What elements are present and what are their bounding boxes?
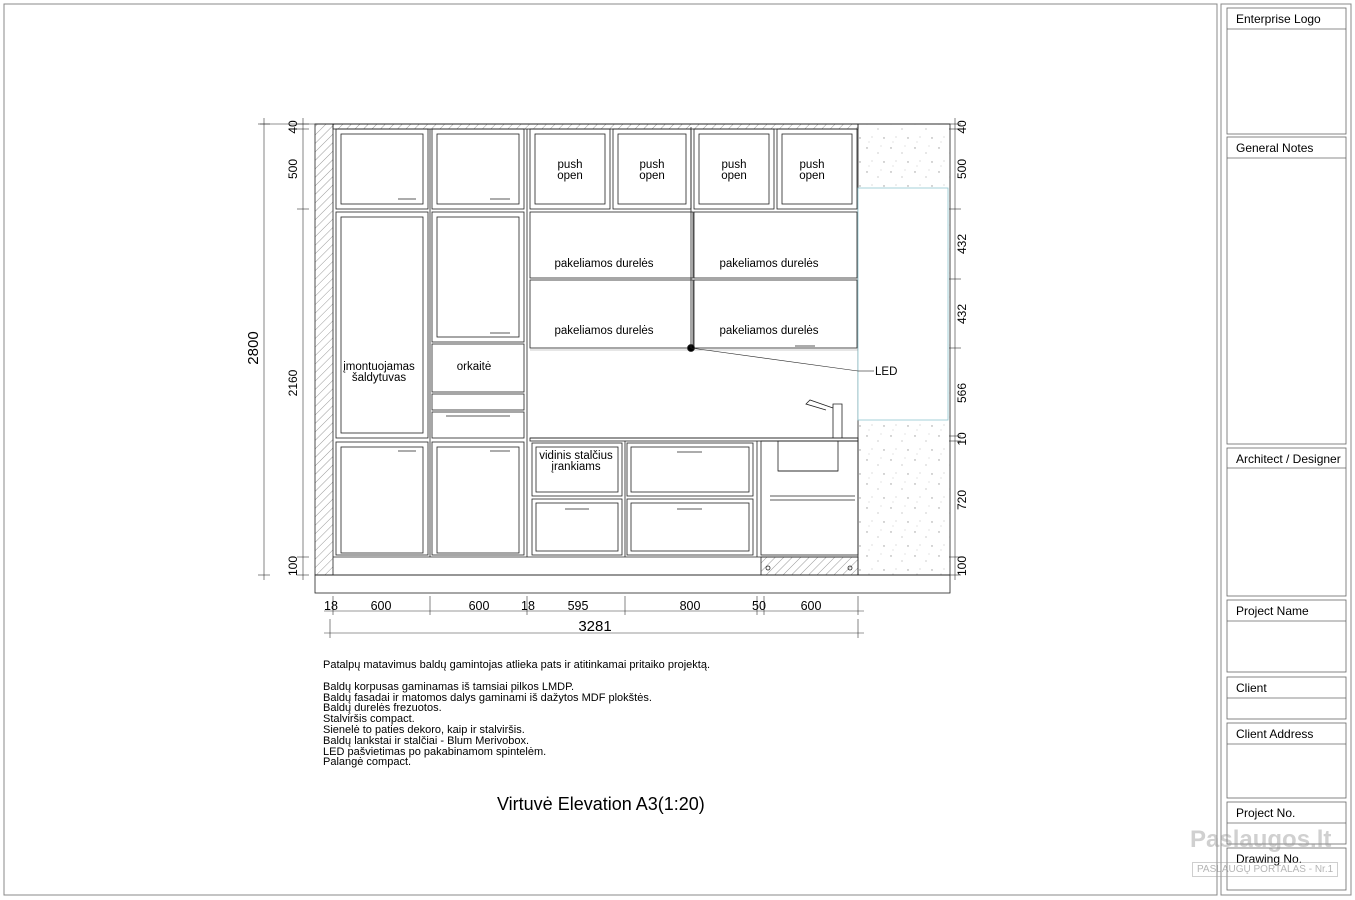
push-open-label-4: push open: [799, 159, 825, 182]
fridge-label-2: šaldytuvas: [351, 372, 407, 384]
oven-label: orkaitė: [456, 361, 492, 373]
watermark-tagline: PASLAUGŲ PORTALAS - Nr.1: [1192, 862, 1338, 877]
dim-left-upper: 500: [286, 158, 300, 180]
push-open-label-2: push open: [639, 159, 665, 182]
dim-right-4: 566: [955, 382, 969, 404]
dim-width-1: 600: [370, 599, 392, 613]
dim-width-3: 18: [521, 599, 535, 613]
dim-right-1: 500: [955, 158, 969, 180]
dim-overall-height: 2800: [245, 331, 262, 365]
note-hinges: Baldų lankstai ir stalčiai - Blum Merivobox.: [323, 734, 530, 747]
lift-door-label-4: pakeliamos durelės: [719, 325, 819, 337]
note-doors: Baldų durelės frezuotos.: [323, 702, 442, 715]
lift-door-label-2: pakeliamos durelės: [719, 258, 819, 270]
client-label: Client: [1236, 681, 1267, 695]
note-sill: Palangė compact.: [323, 756, 412, 769]
dim-width-0: 18: [324, 599, 338, 613]
led-label: LED: [875, 366, 898, 378]
dim-width-2: 600: [468, 599, 490, 613]
dim-right-6: 720: [955, 489, 969, 511]
drawer-label-1: vidinis stalčius: [539, 450, 613, 462]
dim-total-width: 3281: [578, 618, 612, 635]
dim-right-2: 432: [955, 233, 969, 255]
dim-width-4: 595: [567, 599, 589, 613]
dim-right-0: 40: [955, 120, 969, 134]
push-open-label-3: push open: [721, 159, 747, 182]
enterprise-logo-label: Enterprise Logo: [1236, 12, 1321, 26]
fridge-label-1: įmontuojamas: [343, 361, 415, 373]
dim-left-plinth: 100: [286, 555, 300, 577]
dim-width-5: 800: [679, 599, 701, 613]
watermark-brand: Paslaugos.lt: [1190, 826, 1332, 853]
push-open-label-1: push open: [557, 159, 583, 182]
dim-right-3: 432: [955, 303, 969, 325]
dim-right-7: 100: [955, 555, 969, 577]
note-wall: Sienelė to paties dekoro, kaip ir stalviršis.: [323, 723, 525, 736]
note-facade: Baldų fasadai ir matomos dalys gaminami iš dažytos MDF plokštės.: [323, 691, 652, 704]
dim-left-top: 40: [286, 120, 300, 134]
architect-label: Architect / Designer: [1236, 452, 1341, 466]
drawing-caption: Virtuvė Elevation A3(1:20): [497, 794, 705, 814]
note-worktop: Stalviršis compact.: [323, 713, 415, 726]
note-measure: Patalpų matavimus baldų gamintojas atlieka pats ir atitinkamai pritaiko projektą.: [323, 659, 711, 671]
dim-width-7: 600: [800, 599, 822, 613]
note-body: Baldų korpusas gaminamas iš tamsiai pilkos LMDP.: [323, 680, 575, 693]
note-led: LED pašvietimas po pakabinamom spintelėm.: [323, 745, 547, 758]
lift-door-label-3: pakeliamos durelės: [554, 325, 654, 337]
client-address-label: Client Address: [1236, 727, 1314, 741]
lift-door-label-1: pakeliamos durelės: [554, 258, 654, 270]
drawer-label-2: įrankiams: [551, 461, 601, 473]
project-no-label: Project No.: [1236, 806, 1296, 820]
project-name-label: Project Name: [1236, 604, 1309, 618]
dim-right-5: 10: [955, 432, 969, 446]
general-notes-label: General Notes: [1236, 141, 1314, 155]
dim-width-6: 50: [752, 599, 766, 613]
dim-left-tall: 2160: [286, 369, 300, 397]
drawing-no-label: Drawing No.: [1236, 852, 1303, 866]
